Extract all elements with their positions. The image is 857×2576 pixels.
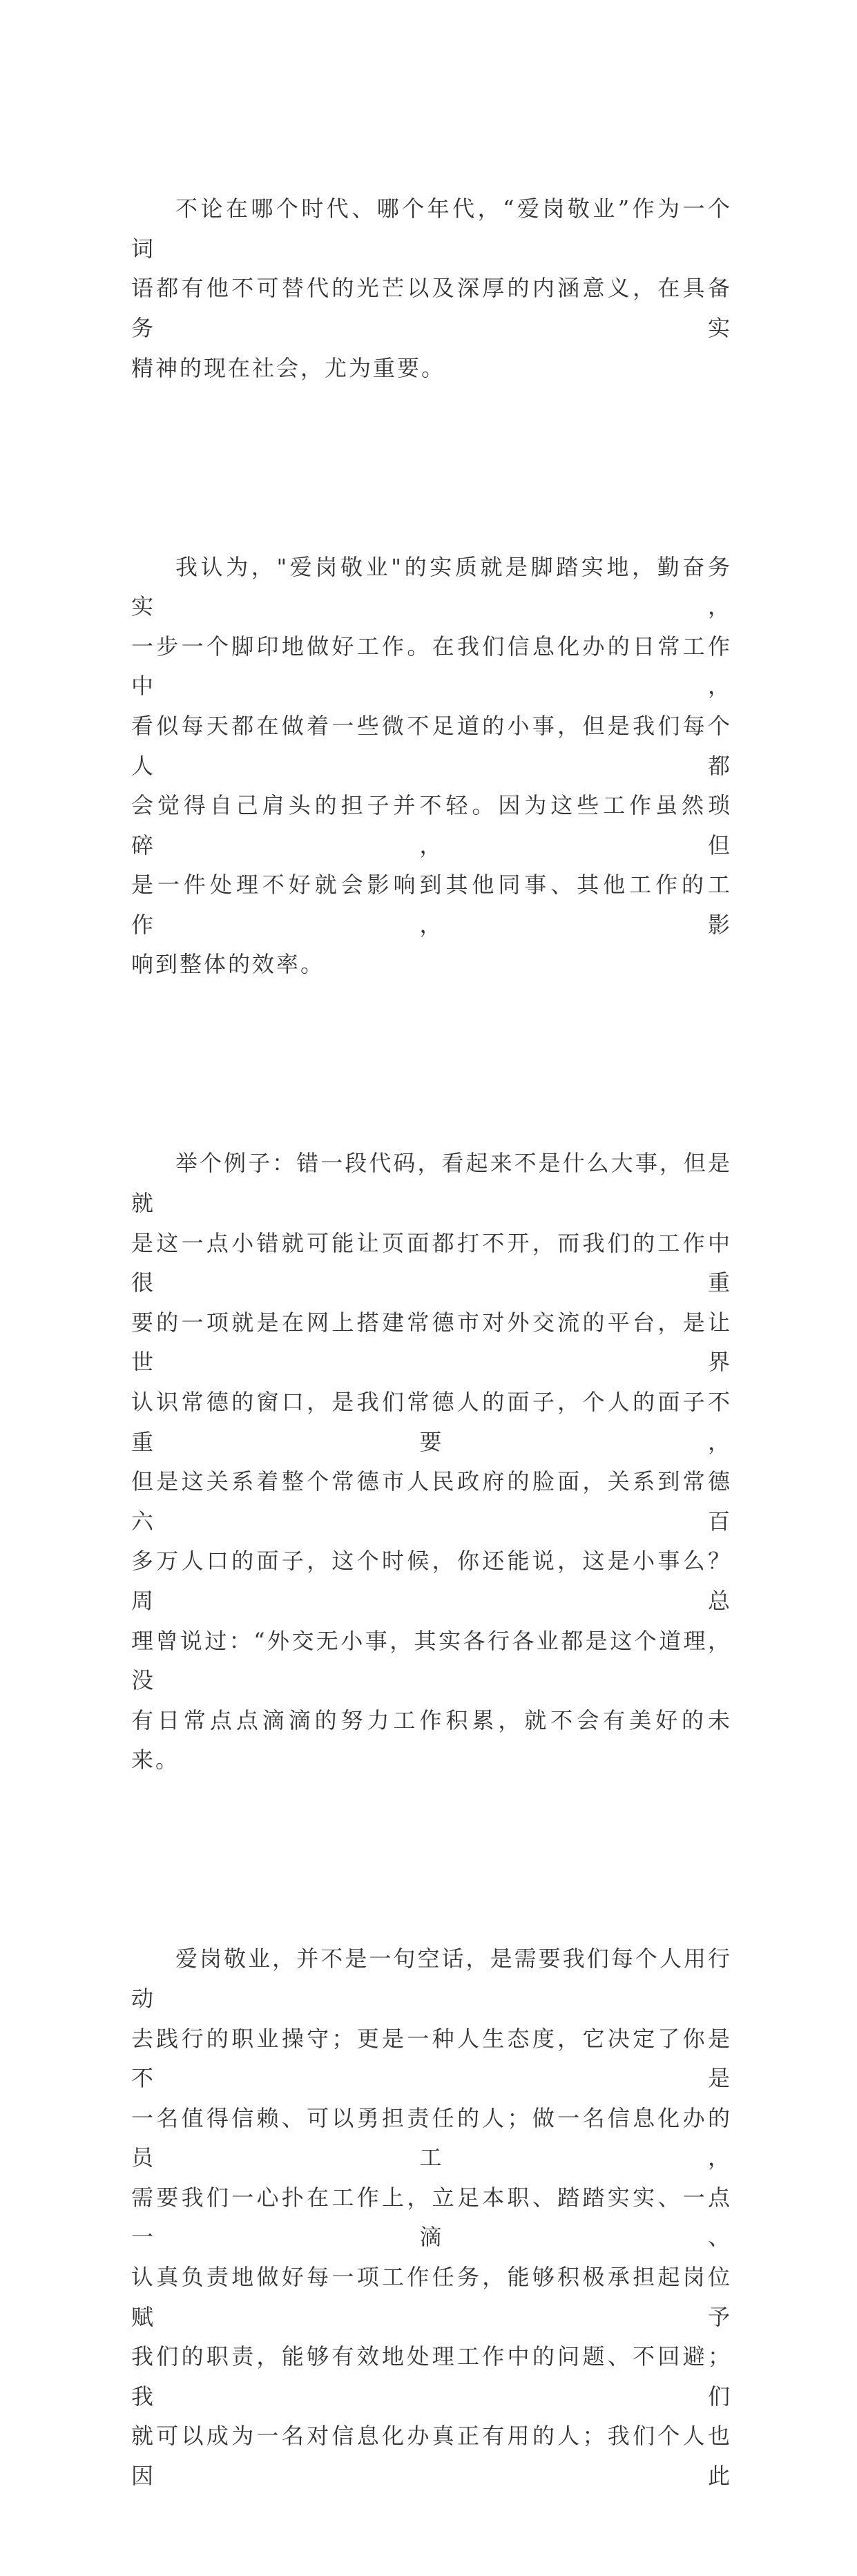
text-line: 多万人口的面子，这个时候，你还能说，这是小事么？周总: [131, 1548, 732, 1614]
paragraph-3: [131, 1064, 732, 1860]
text-line: 是一件处理不好就会影响到其他同事、其他工作的工作，影: [131, 872, 732, 938]
document-body: [131, 110, 732, 2576]
text-line: 不论在哪个时代、哪个年代，“爱岗敬业”作为一个词: [131, 195, 732, 262]
text-line: 理曾说过：“外交无小事，其实各行各业都是这个道理，没: [131, 1627, 732, 1694]
paragraph-2: [131, 468, 732, 1064]
text-line: 一步一个脚印地做好工作。在我们信息化办的日常工作中，: [131, 633, 732, 700]
text-line: 爱岗敬业，并不是一句空话，是需要我们每个人用行动: [131, 1945, 732, 2012]
paragraph-4: [131, 1860, 732, 2576]
text-line: 但是这关系着整个常德市人民政府的脸面，关系到常德六百: [131, 1468, 732, 1535]
text-line: 语都有他不可替代的光芒以及深厚的内涵意义，在具备务实: [131, 275, 732, 341]
text-line: 我认为，"爱岗敬业"的实质就是脚踏实地，勤奋务实，: [131, 553, 732, 620]
text-line: 我们的职责，能够有效地处理工作中的问题、不回避；我们: [131, 2343, 732, 2410]
text-line: 去践行的职业操守；更是一种人生态度，它决定了你是不是: [131, 2025, 732, 2092]
text-line: 认识常德的窗口，是我们常德人的面子，个人的面子不重要，: [131, 1389, 732, 1455]
text-line: 有日常点点滴滴的努力工作积累，就不会有美好的未来。: [131, 1707, 732, 1774]
text-line: 举个例子：错一段代码，看起来不是什么大事，但是就: [131, 1150, 732, 1217]
text-line: 看似每天都在做着一些微不足道的小事，但是我们每个人都: [131, 712, 732, 779]
text-line: 响到整体的效率。: [131, 951, 325, 978]
text-line: 精神的现在社会，尤为重要。: [131, 354, 446, 381]
text-line: 一名值得信赖、可以勇担责任的人；做一名信息化办的员工，: [131, 2104, 732, 2171]
paragraph-1: [131, 110, 732, 468]
text-line: 要的一项就是在网上搭建常德市对外交流的平台，是让世界: [131, 1309, 732, 1376]
text-line: 就可以成为一名对信息化办真正有用的人；我们个人也因此: [131, 2423, 732, 2490]
text-line: 认真负责地做好每一项工作任务，能够积极承担起岗位赋予: [131, 2264, 732, 2330]
text-line: 需要我们一心扑在工作上，立足本职、踏踏实实、一点一滴、: [131, 2184, 732, 2251]
text-line: 会觉得自己肩头的担子并不轻。因为这些工作虽然琐碎，但: [131, 792, 732, 858]
text-line: 是这一点小错就可能让页面都打不开，而我们的工作中很重: [131, 1229, 732, 1296]
